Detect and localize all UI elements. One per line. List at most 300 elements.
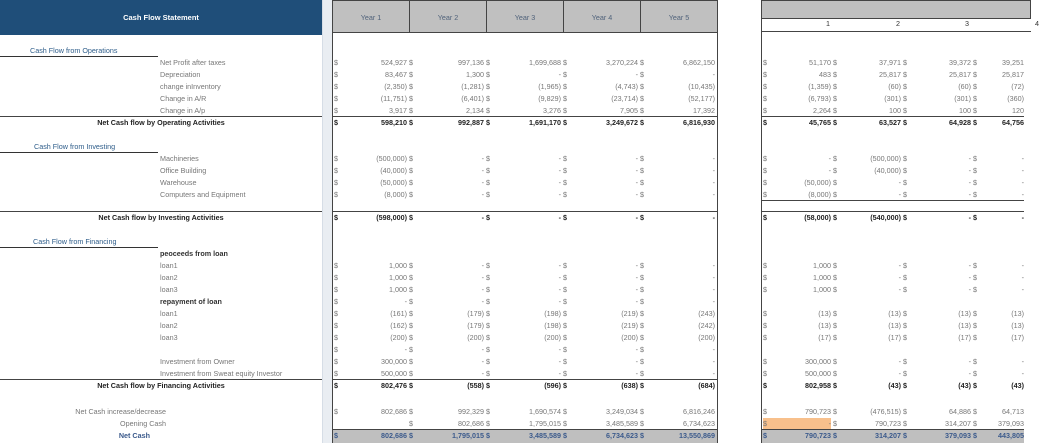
cell-periods[interactable] — [833, 308, 901, 320]
currency-symbol: $ — [563, 190, 567, 199]
currency-symbol: $ — [486, 106, 490, 115]
currency-symbol: $ — [563, 345, 567, 354]
cell-periods[interactable] — [973, 212, 1024, 224]
cell-years[interactable] — [409, 344, 484, 356]
cell-years[interactable] — [640, 356, 715, 368]
cell-periods[interactable] — [903, 284, 971, 296]
cell-years[interactable] — [563, 69, 638, 81]
cell-years[interactable] — [640, 344, 715, 356]
cell-periods[interactable] — [973, 380, 1024, 392]
cell-periods[interactable] — [903, 308, 971, 320]
cell-periods[interactable] — [833, 153, 901, 165]
cell-years[interactable] — [334, 430, 407, 442]
currency-symbol: $ — [763, 273, 767, 282]
cell-periods[interactable] — [973, 368, 1024, 380]
cell-periods[interactable] — [763, 320, 831, 332]
cell-periods[interactable] — [763, 406, 831, 418]
cell-periods[interactable] — [973, 153, 1024, 165]
cell-years[interactable] — [486, 177, 561, 189]
cell-value: 1,000 — [813, 285, 831, 294]
cell-years[interactable] — [640, 296, 715, 308]
cell-value: - — [558, 70, 561, 79]
cell-periods[interactable] — [763, 93, 831, 105]
cell-years[interactable] — [409, 332, 484, 344]
cell-value: 64,886 — [949, 407, 971, 416]
cell-years[interactable] — [486, 308, 561, 320]
cell-years[interactable] — [409, 320, 484, 332]
cell-years[interactable] — [409, 117, 484, 129]
cell-periods[interactable] — [833, 93, 901, 105]
cell-value: 1,000 — [389, 285, 407, 294]
currency-symbol: $ — [486, 213, 490, 222]
cell-value: - — [635, 261, 638, 270]
cell-value: 802,686 — [381, 407, 407, 416]
currency-symbol: $ — [563, 369, 567, 378]
cell-value: - — [635, 166, 638, 175]
cell-years[interactable] — [640, 189, 715, 201]
cell-periods[interactable] — [833, 406, 901, 418]
cell-years[interactable] — [486, 165, 561, 177]
cell-value: (179) — [467, 321, 484, 330]
currency-symbol: $ — [563, 178, 567, 187]
cell-years[interactable] — [563, 344, 638, 356]
currency-symbol: $ — [640, 357, 644, 366]
currency-symbol: $ — [486, 297, 490, 306]
cell-value: - — [1021, 213, 1024, 222]
cell-periods[interactable] — [973, 332, 1024, 344]
cell-periods[interactable] — [763, 117, 831, 129]
cell-years[interactable] — [409, 177, 484, 189]
cell-periods[interactable] — [903, 165, 971, 177]
cell-value: (13) — [958, 309, 971, 318]
cell-years[interactable] — [563, 93, 638, 105]
cell-years[interactable] — [486, 212, 561, 224]
cell-years[interactable] — [409, 165, 484, 177]
currency-symbol: $ — [903, 94, 907, 103]
header-year-5[interactable]: Year 5 — [668, 12, 690, 22]
cell-years[interactable] — [334, 284, 407, 296]
currency-symbol: $ — [763, 285, 767, 294]
cell-years[interactable] — [409, 430, 484, 442]
currency-symbol: $ — [486, 190, 490, 199]
cell-years[interactable] — [563, 57, 638, 69]
header-period-2[interactable]: 2 — [896, 19, 900, 28]
currency-symbol: $ — [563, 357, 567, 366]
cell-periods[interactable] — [763, 368, 831, 380]
row-label: Machineries — [160, 154, 199, 163]
cell-years[interactable] — [640, 406, 715, 418]
cell-periods[interactable] — [903, 117, 971, 129]
cell-years[interactable] — [563, 380, 638, 392]
cell-years[interactable] — [563, 356, 638, 368]
currency-symbol: $ — [409, 407, 413, 416]
cell-years[interactable] — [334, 344, 407, 356]
cell-years[interactable] — [486, 380, 561, 392]
currency-symbol: $ — [763, 106, 767, 115]
header-year-2[interactable]: Year 2 — [410, 1, 487, 33]
header-year-3[interactable]: Year 3 — [487, 1, 564, 33]
cell-years[interactable] — [409, 212, 484, 224]
cell-years[interactable] — [563, 406, 638, 418]
cell-years[interactable] — [334, 57, 407, 69]
cell-value: (17) — [818, 333, 831, 342]
cell-years[interactable] — [563, 296, 638, 308]
cell-years[interactable] — [409, 380, 484, 392]
cell-years[interactable] — [334, 69, 407, 81]
cell-years[interactable] — [640, 260, 715, 272]
cell-value: 2,264 — [813, 106, 831, 115]
cell-years[interactable] — [409, 406, 484, 418]
cell-years[interactable] — [486, 344, 561, 356]
cell-years[interactable] — [486, 93, 561, 105]
cell-years[interactable] — [486, 81, 561, 93]
currency-symbol: $ — [973, 166, 977, 175]
cell-years[interactable] — [409, 308, 484, 320]
currency-symbol: $ — [563, 419, 567, 428]
cell-years[interactable] — [640, 81, 715, 93]
currency-symbol: $ — [833, 407, 837, 416]
currency-symbol: $ — [903, 309, 907, 318]
cell-years[interactable] — [334, 332, 407, 344]
cell-periods[interactable] — [763, 212, 831, 224]
cell-periods[interactable] — [763, 81, 831, 93]
cell-periods[interactable] — [973, 57, 1024, 69]
cell-periods[interactable] — [973, 284, 1024, 296]
currency-symbol: $ — [903, 70, 907, 79]
cell-years[interactable] — [334, 260, 407, 272]
cell-periods[interactable] — [763, 260, 831, 272]
currency-symbol: $ — [409, 106, 413, 115]
cell-periods[interactable] — [833, 284, 901, 296]
cell-value: - — [712, 190, 715, 199]
cell-years[interactable] — [409, 260, 484, 272]
cell-years[interactable] — [563, 320, 638, 332]
cell-periods[interactable] — [973, 308, 1024, 320]
cell-value: 3,276 — [543, 106, 561, 115]
cell-years[interactable] — [334, 272, 407, 284]
row-separator — [761, 200, 1024, 201]
cell-years[interactable] — [640, 69, 715, 81]
cell-years[interactable] — [409, 356, 484, 368]
cell-years[interactable] — [409, 296, 484, 308]
cell-value: - — [635, 190, 638, 199]
currency-symbol: $ — [640, 345, 644, 354]
cell-years[interactable] — [640, 165, 715, 177]
cell-years[interactable] — [486, 117, 561, 129]
cell-periods[interactable] — [763, 308, 831, 320]
cell-years[interactable] — [640, 308, 715, 320]
cell-years[interactable] — [640, 212, 715, 224]
cell-years[interactable] — [334, 320, 407, 332]
currency-symbol: $ — [973, 190, 977, 199]
cell-years[interactable] — [486, 189, 561, 201]
row-label: Change in A/R — [160, 94, 207, 103]
cell-value: 100 — [959, 106, 971, 115]
cell-periods[interactable] — [833, 81, 901, 93]
cell-periods[interactable] — [763, 177, 831, 189]
header-year-4[interactable]: Year 4 — [564, 1, 641, 33]
currency-symbol: $ — [973, 407, 977, 416]
currency-symbol: $ — [409, 94, 413, 103]
cell-years[interactable] — [640, 272, 715, 284]
cell-years[interactable] — [486, 57, 561, 69]
cell-years[interactable] — [563, 332, 638, 344]
cell-value: (43) — [1011, 381, 1024, 390]
cell-periods[interactable] — [833, 212, 901, 224]
cell-years[interactable] — [334, 153, 407, 165]
cell-periods[interactable] — [973, 430, 1024, 442]
cell-years[interactable] — [486, 296, 561, 308]
cell-periods[interactable] — [973, 406, 1024, 418]
cell-periods[interactable] — [833, 356, 901, 368]
currency-symbol: $ — [409, 419, 413, 428]
currency-symbol: $ — [486, 333, 490, 342]
cell-value: - — [712, 166, 715, 175]
cell-years[interactable] — [334, 406, 407, 418]
currency-symbol: $ — [833, 106, 837, 115]
currency-symbol: $ — [486, 407, 490, 416]
cell-value: - — [712, 213, 715, 222]
currency-symbol: $ — [334, 333, 338, 342]
currency-symbol: $ — [486, 369, 490, 378]
cell-years[interactable] — [334, 189, 407, 201]
cell-years[interactable] — [334, 117, 407, 129]
cell-years[interactable] — [563, 272, 638, 284]
cell-periods[interactable] — [903, 153, 971, 165]
cell-years[interactable] — [409, 153, 484, 165]
cell-periods[interactable] — [903, 212, 971, 224]
cell-years[interactable] — [563, 284, 638, 296]
cell-value: - — [635, 213, 638, 222]
currency-symbol: $ — [640, 285, 644, 294]
cell-periods[interactable] — [833, 165, 901, 177]
cell-years[interactable] — [486, 356, 561, 368]
cell-value: 802,476 — [381, 381, 407, 390]
cell-years[interactable] — [563, 212, 638, 224]
currency-symbol: $ — [563, 333, 567, 342]
cell-periods[interactable] — [903, 356, 971, 368]
cell-periods[interactable] — [903, 368, 971, 380]
cell-value: (219) — [621, 321, 638, 330]
cell-periods[interactable] — [833, 57, 901, 69]
cell-periods[interactable] — [973, 165, 1024, 177]
cell-value: (500,000) — [376, 154, 407, 163]
cell-periods[interactable] — [763, 332, 831, 344]
cell-periods[interactable] — [973, 69, 1024, 81]
cell-years[interactable] — [409, 57, 484, 69]
cell-years[interactable] — [486, 406, 561, 418]
cell-periods[interactable] — [973, 356, 1024, 368]
currency-symbol: $ — [973, 419, 977, 428]
cell-periods[interactable] — [903, 81, 971, 93]
cell-value: - — [898, 178, 901, 187]
cell-years[interactable] — [334, 93, 407, 105]
cell-value: (17) — [1011, 333, 1024, 342]
cell-years[interactable] — [563, 260, 638, 272]
cell-periods[interactable] — [973, 320, 1024, 332]
sheet-title-band — [0, 0, 322, 35]
cell-periods[interactable] — [903, 380, 971, 392]
cell-years[interactable] — [640, 117, 715, 129]
cell-years[interactable] — [334, 177, 407, 189]
cell-years[interactable] — [640, 284, 715, 296]
cell-value: - — [712, 70, 715, 79]
currency-symbol: $ — [334, 431, 338, 440]
cell-years[interactable] — [486, 260, 561, 272]
currency-symbol: $ — [763, 154, 767, 163]
cell-years[interactable] — [409, 93, 484, 105]
cell-periods[interactable] — [973, 260, 1024, 272]
cell-value: - — [968, 154, 971, 163]
cell-periods[interactable] — [903, 332, 971, 344]
cell-years[interactable] — [563, 117, 638, 129]
header-period-4[interactable]: 4 — [1035, 19, 1039, 28]
cell-years[interactable] — [409, 69, 484, 81]
cell-periods[interactable] — [973, 93, 1024, 105]
cell-periods[interactable] — [903, 177, 971, 189]
cell-value: 802,686 — [458, 419, 484, 428]
cell-years[interactable] — [486, 332, 561, 344]
cell-value: (13) — [888, 321, 901, 330]
cell-value: 524,927 — [381, 58, 407, 67]
cell-value: - — [558, 261, 561, 270]
currency-symbol: $ — [833, 154, 837, 163]
currency-symbol: $ — [763, 381, 767, 390]
cell-periods[interactable] — [763, 380, 831, 392]
cell-years[interactable] — [334, 380, 407, 392]
cell-periods[interactable] — [903, 272, 971, 284]
cell-periods[interactable] — [833, 177, 901, 189]
cell-value: 1,691,170 — [529, 118, 561, 127]
cell-years[interactable] — [334, 165, 407, 177]
cell-periods[interactable] — [833, 368, 901, 380]
cell-value: - — [828, 166, 831, 175]
cell-periods[interactable] — [903, 69, 971, 81]
cell-years[interactable] — [640, 57, 715, 69]
cell-value: 3,270,224 — [606, 58, 638, 67]
row-label: loan3 — [160, 333, 178, 342]
cell-years[interactable] — [486, 69, 561, 81]
cell-value: - — [898, 285, 901, 294]
cell-value: (2,350) — [384, 82, 407, 91]
cell-years[interactable] — [334, 296, 407, 308]
cell-periods[interactable] — [763, 165, 831, 177]
cell-periods[interactable] — [833, 69, 901, 81]
cell-years[interactable] — [563, 189, 638, 201]
cell-years[interactable] — [486, 320, 561, 332]
cell-periods[interactable] — [833, 332, 901, 344]
cell-years[interactable] — [640, 320, 715, 332]
cell-years[interactable] — [563, 308, 638, 320]
cell-periods[interactable] — [973, 177, 1024, 189]
cell-years[interactable] — [334, 81, 407, 93]
cell-years[interactable] — [563, 165, 638, 177]
cell-periods[interactable] — [833, 320, 901, 332]
cell-periods[interactable] — [833, 380, 901, 392]
currency-symbol: $ — [640, 407, 644, 416]
cell-years[interactable] — [486, 284, 561, 296]
cell-years[interactable] — [409, 81, 484, 93]
cell-years[interactable] — [640, 332, 715, 344]
cell-years[interactable] — [409, 272, 484, 284]
currency-symbol: $ — [973, 58, 977, 67]
cell-periods[interactable] — [903, 57, 971, 69]
cell-years[interactable] — [563, 81, 638, 93]
cell-years[interactable] — [563, 177, 638, 189]
cell-years[interactable] — [334, 308, 407, 320]
cell-periods[interactable] — [833, 272, 901, 284]
cell-years[interactable] — [640, 430, 715, 442]
cell-value: (200) — [621, 333, 638, 342]
cell-periods[interactable] — [903, 406, 971, 418]
cell-periods[interactable] — [903, 430, 971, 442]
cell-years[interactable] — [640, 153, 715, 165]
cell-value: (13) — [818, 309, 831, 318]
currency-symbol: $ — [833, 273, 837, 282]
table-border-left — [332, 33, 333, 443]
cell-years[interactable] — [486, 272, 561, 284]
currency-symbol: $ — [973, 106, 977, 115]
cell-periods[interactable] — [763, 57, 831, 69]
header-period-3[interactable]: 3 — [965, 19, 969, 28]
cell-periods[interactable] — [763, 430, 831, 442]
cell-years[interactable] — [640, 380, 715, 392]
cell-years[interactable] — [640, 93, 715, 105]
cell-periods[interactable] — [763, 153, 831, 165]
cell-years[interactable] — [334, 212, 407, 224]
currency-symbol: $ — [640, 297, 644, 306]
cell-value: - — [635, 297, 638, 306]
currency-symbol: $ — [763, 369, 767, 378]
cell-years[interactable] — [486, 430, 561, 442]
cell-periods[interactable] — [833, 260, 901, 272]
cell-years[interactable] — [640, 177, 715, 189]
pane-separator[interactable] — [322, 0, 332, 443]
cell-years[interactable] — [409, 189, 484, 201]
currency-symbol: $ — [486, 178, 490, 187]
cell-periods[interactable] — [973, 81, 1024, 93]
cell-years[interactable] — [563, 153, 638, 165]
cell-periods[interactable] — [763, 356, 831, 368]
cell-periods[interactable] — [903, 260, 971, 272]
cell-years[interactable] — [334, 356, 407, 368]
cell-value: (43) — [888, 381, 901, 390]
cell-periods[interactable] — [833, 430, 901, 442]
currency-symbol: $ — [409, 154, 413, 163]
section-underline — [0, 56, 158, 57]
cell-periods[interactable] — [973, 117, 1024, 129]
cell-value: 790,723 — [805, 407, 831, 416]
cell-years[interactable] — [563, 430, 638, 442]
cell-periods[interactable] — [903, 320, 971, 332]
cell-periods[interactable] — [973, 272, 1024, 284]
header-year-1[interactable]: Year 1 — [333, 1, 410, 33]
header-period-1[interactable]: 1 — [826, 19, 830, 28]
cell-periods[interactable] — [763, 69, 831, 81]
cell-value: (243) — [698, 309, 715, 318]
cell-periods[interactable] — [833, 117, 901, 129]
currency-symbol: $ — [409, 118, 413, 127]
cell-periods[interactable] — [763, 284, 831, 296]
cell-value: 6,734,623 — [683, 419, 715, 428]
cell-years[interactable] — [486, 153, 561, 165]
currency-symbol: $ — [563, 309, 567, 318]
cell-periods[interactable] — [903, 93, 971, 105]
cell-years[interactable] — [409, 284, 484, 296]
cell-periods[interactable] — [763, 272, 831, 284]
currency-symbol: $ — [833, 369, 837, 378]
cell-value: 39,372 — [949, 58, 971, 67]
